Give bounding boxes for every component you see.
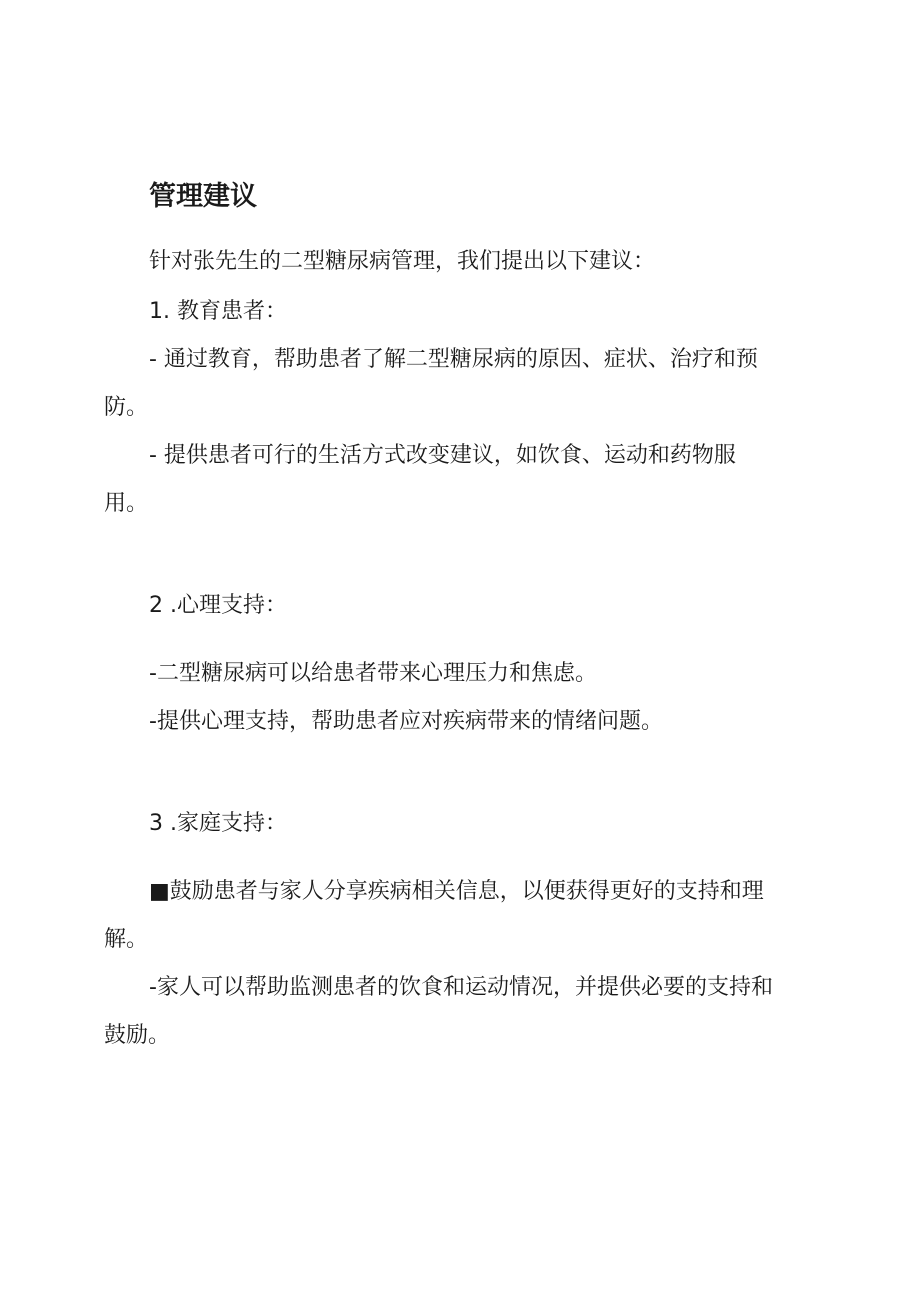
- page-title: 管理建议: [149, 181, 257, 212]
- list-item: - 提供患者可行的生活方式改变建议，如饮食、运动和药物服: [149, 443, 736, 468]
- list-item: ■鼓励患者与家人分享疾病相关信息，以便获得更好的支持和理: [149, 879, 764, 904]
- section-title: 3 .家庭支持：: [149, 811, 287, 836]
- list-item: -提供心理支持，帮助患者应对疾病带来的情绪问题。: [149, 709, 663, 734]
- list-item: - 通过教育，帮助患者了解二型糖尿病的原因、症状、治疗和预: [149, 347, 758, 372]
- section-title: 1. 教育患者：: [149, 299, 287, 324]
- list-item-continuation: 鼓励。: [104, 1023, 171, 1048]
- intro-paragraph: 针对张先生的二型糖尿病管理，我们提出以下建议：: [149, 249, 656, 274]
- list-item: -二型糖尿病可以给患者带来心理压力和焦虑。: [149, 661, 597, 686]
- list-item-continuation: 防。: [104, 395, 149, 420]
- section-title: 2 .心理支持：: [149, 593, 287, 618]
- list-item: -家人可以帮助监测患者的饮食和运动情况，并提供必要的支持和: [149, 975, 773, 1000]
- list-item-continuation: 用。: [104, 491, 149, 516]
- list-item-continuation: 解。: [104, 927, 149, 952]
